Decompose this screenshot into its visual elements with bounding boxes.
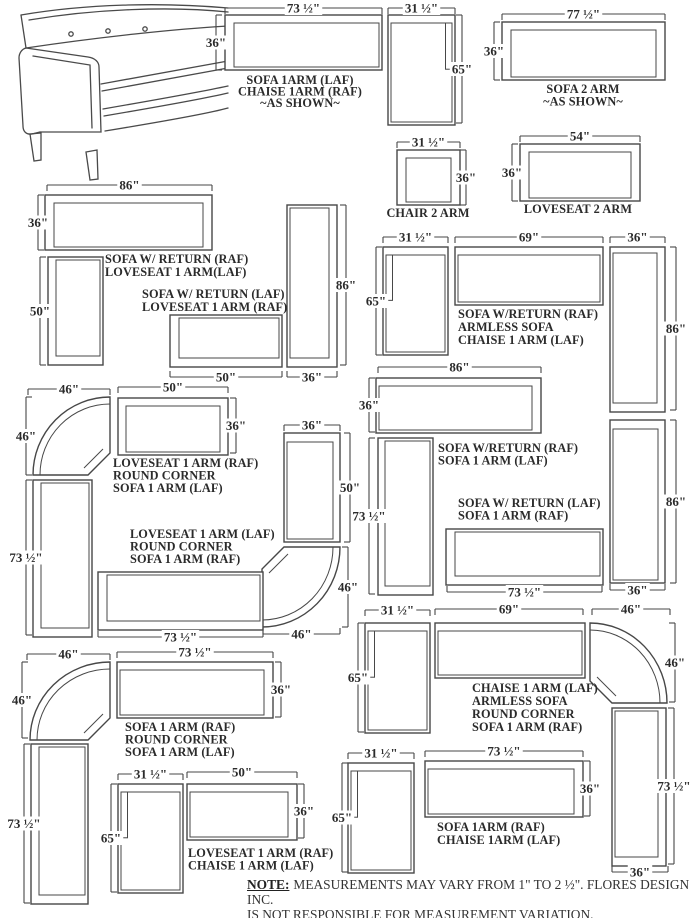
dimension-label: 36" [270, 681, 292, 697]
config-label: ROUND CORNER [113, 468, 216, 483]
dimension [435, 601, 583, 616]
piece-round-corner [590, 623, 667, 703]
config-group-loveseat-2arm [500, 128, 640, 216]
piece-outline [30, 662, 110, 740]
dimension [170, 369, 282, 384]
dimension-label: 77 ½" [566, 6, 601, 22]
piece-chaise-1arm-laf [348, 763, 414, 873]
config-label: SOFA 1 ARM (LAF) [438, 453, 548, 468]
dimension-label: 36" [27, 214, 49, 230]
config-group-chair-2arm [386, 134, 478, 220]
dimension-label: 73 ½" [163, 629, 198, 645]
config-label: SOFA 1ARM (LAF) [246, 73, 354, 87]
config-label: ARMLESS SOFA [472, 694, 568, 708]
config-label: CHAISE 1 ARM (LAF) [472, 681, 598, 695]
dimension-label: 50" [29, 303, 51, 319]
piece-outline [520, 144, 640, 201]
config-label: SOFA 1 ARM (RAF) [125, 720, 236, 734]
piece-loveseat-50-vertical [284, 433, 340, 542]
piece-sofa-73 [98, 572, 263, 630]
dimension-label: 86" [449, 359, 470, 375]
piece-sofa-86-vertical [287, 205, 337, 367]
piece-loveseat-50 [118, 398, 228, 455]
config-label: SOFA W/ RETURN (RAF) [105, 252, 249, 266]
config-label: LOVESEAT 2 ARM [523, 202, 633, 216]
config-label: ~AS SHOWN~ [543, 94, 623, 109]
piece-chaise-1arm-raf [388, 15, 455, 125]
piece-outline [33, 397, 110, 475]
dimension-label: 73 ½" [487, 743, 521, 759]
piece-outline [388, 15, 455, 125]
piece-armless-sofa [455, 247, 603, 305]
dimension-label: 31 ½" [398, 229, 433, 245]
dimension [664, 247, 689, 410]
dimension-label: 46" [11, 692, 33, 708]
dimension-label: 46" [291, 626, 312, 642]
dimension [383, 229, 448, 244]
dimension-label: 69" [498, 601, 520, 617]
dimension-label: 86" [119, 177, 140, 193]
dimension [397, 134, 460, 149]
dimension-label: 36" [579, 780, 601, 796]
note-label: NOTE: [247, 877, 290, 892]
piece-outline [455, 247, 603, 305]
piece-outline [610, 420, 665, 583]
config-label: SOFA 1 ARM (LAF) [113, 481, 223, 495]
dimension [378, 359, 541, 374]
dimension [425, 743, 583, 758]
config-label: SOFA 1 ARM (RAF) [472, 720, 583, 734]
config-label: SOFA 1 ARM (RAF) [130, 552, 241, 566]
piece-outline [446, 529, 603, 585]
dimension-label: 46" [15, 428, 37, 444]
config-label: LOVESEAT 1 ARM(LAF) [105, 265, 247, 279]
config-label: SOFA W/ RETURN (LAF) [458, 496, 601, 510]
config-label: SOFA 1ARM (RAF) [437, 820, 545, 834]
dimension-label: 73 ½" [178, 644, 212, 660]
sofa-illustration [19, 5, 228, 180]
piece-sofa-86-vertical [610, 420, 665, 583]
piece-outline [262, 547, 340, 627]
dimension [502, 6, 665, 21]
piece-sofa-1arm-laf [225, 15, 382, 70]
piece-chaise-1arm-laf [383, 247, 448, 355]
dimension [187, 764, 297, 779]
dimension-label: 36" [205, 34, 227, 50]
config-group-sofa1arm-chaise1arm [330, 743, 603, 873]
dimension-label: 73 ½" [9, 549, 43, 565]
dimension-label: 36" [225, 417, 247, 433]
dimension-label: 50" [215, 369, 237, 385]
config-label: ROUND CORNER [130, 539, 233, 554]
config-label: ROUND CORNER [125, 732, 228, 747]
config-label: SOFA W/RETURN (RAF) [458, 307, 599, 321]
piece-sofa-73 [425, 761, 583, 817]
dimension-label: 46" [664, 654, 686, 670]
dimension-label: 86" [665, 320, 687, 336]
piece-sofa-73 [446, 529, 603, 585]
dimension-label: 65" [331, 809, 353, 825]
dimension-label: 73 ½" [507, 584, 542, 600]
dimension [610, 582, 665, 597]
piece-outline [170, 315, 282, 367]
note-line1: MEASUREMENTS MAY VARY FROM 1" TO 2 ½". FLORES DESIGN INC. [247, 877, 690, 907]
piece-sofa-86 [45, 195, 212, 250]
dimension-label: 65" [451, 61, 473, 77]
piece-outline [118, 398, 228, 455]
config-label: LOVESEAT 1 ARM (RAF) [188, 846, 334, 860]
dimension [28, 381, 110, 396]
dimension [610, 229, 665, 244]
dimension-label: 46" [58, 381, 80, 397]
dimension-label: 65" [365, 293, 387, 309]
dimension [117, 644, 273, 659]
piece-chaise-1arm-laf [118, 784, 183, 893]
dimension-label: 31 ½" [133, 766, 168, 782]
piece-sofa-return-vertical [610, 247, 665, 412]
dimension-label: 65" [100, 830, 122, 846]
config-label: LOVESEAT 1 ARM (RAF) [142, 300, 288, 314]
dimension [592, 601, 670, 616]
dimension-label: 31 ½" [404, 0, 439, 16]
dimension-label: 36" [501, 164, 523, 180]
dimension [118, 766, 183, 781]
dimension-label: 73 ½" [7, 815, 41, 831]
dimension [27, 646, 110, 661]
config-group-sofa-2arm-as-shown [482, 6, 665, 108]
dimension-label: 50" [162, 379, 184, 395]
piece-round-corner [30, 662, 110, 740]
dimension-label: 36" [358, 397, 380, 413]
piece-outline [502, 22, 665, 80]
dimension [284, 417, 340, 432]
config-label: SOFA W/ RETURN (LAF) [142, 287, 285, 301]
dimension [447, 584, 602, 599]
dimension [455, 229, 603, 244]
piece-loveseat-2arm [520, 144, 640, 201]
piece-chaise-1arm-laf [365, 623, 430, 733]
config-label: CHAIR 2 ARM [386, 206, 470, 220]
dimension-label: 50" [231, 764, 253, 780]
dimension-label: 36" [455, 169, 477, 185]
dimension-label: 36" [627, 229, 648, 245]
piece-round-corner [262, 547, 340, 627]
dimension-label: 69" [518, 229, 540, 245]
piece-round-corner [33, 397, 110, 475]
dimension [365, 602, 430, 617]
piece-outline [590, 623, 667, 703]
config-label: SOFA W/RETURN (RAF) [438, 441, 579, 455]
config-label: CHAISE 1 ARM (LAF) [188, 858, 314, 873]
dimension-label: 86" [335, 277, 357, 293]
config-label: CHAISE 1 ARM (LAF) [458, 333, 584, 347]
piece-return-50 [48, 257, 103, 365]
dimension-label: 65" [347, 669, 369, 685]
dimension [338, 433, 363, 542]
config-label: SOFA 1 ARM (RAF) [458, 508, 569, 523]
dimension [263, 626, 340, 641]
dimension-label: 54" [569, 128, 591, 144]
dimension [118, 379, 228, 394]
dimension-label: 46" [620, 601, 642, 617]
config-group-loveseat-round-corner-sofa [7, 379, 362, 644]
config-group-loveseat-chaise [99, 764, 334, 893]
config-label: SOFA 1 ARM (LAF) [125, 745, 235, 759]
piece-sofa-73 [117, 662, 273, 718]
dimension-label: 36" [627, 582, 648, 598]
dimension-label: 36" [483, 43, 505, 59]
dimension-label: 50" [339, 479, 361, 495]
dimension-label: 36" [293, 803, 315, 819]
dimension [664, 420, 689, 583]
piece-loveseat-50 [187, 784, 297, 840]
dimension-label: 36" [301, 417, 323, 433]
dimension-label: 73 ½" [286, 0, 321, 16]
piece-loveseat-50 [170, 315, 282, 367]
config-label: ~AS SHOWN~ [260, 96, 340, 110]
dimension [388, 0, 455, 15]
dimension-label: 86" [665, 493, 687, 509]
dimension [287, 369, 337, 384]
disclaimer-note [247, 877, 700, 918]
dimension-label: 46" [58, 646, 79, 662]
config-label: CHAISE 1ARM (LAF) [437, 833, 561, 847]
config-label: ROUND CORNER [472, 707, 575, 721]
dimension-label: 31 ½" [380, 602, 415, 618]
dimension [47, 177, 212, 192]
dimension [98, 629, 263, 644]
dimension-label: 31 ½" [364, 745, 398, 761]
piece-armless-sofa [435, 623, 585, 678]
config-group-sofa1arm-chaise1arm-as-shown [204, 0, 475, 125]
config-label: SOFA 2 ARM [546, 82, 620, 96]
piece-sofa-86 [376, 378, 541, 433]
dimension [520, 128, 640, 143]
note-line2: IS NOT RESPONSIBLE FOR MEASUREMENT VARIATION. [247, 907, 594, 918]
dimension-label: 73 ½" [352, 508, 386, 524]
dimension-label: 46" [337, 579, 359, 595]
dimension [225, 0, 382, 15]
piece-outline [284, 433, 340, 542]
piece-sofa-2arm [502, 22, 665, 80]
piece-chair-2arm [397, 150, 460, 205]
dimension-label: 36" [301, 369, 323, 385]
config-label: ARMLESS SOFA [458, 320, 554, 334]
dimension-label: 73 ½" [657, 778, 691, 794]
config-label: LOVESEAT 1 ARM (LAF) [130, 527, 275, 541]
dimension-label: 31 ½" [411, 134, 446, 150]
config-label: CHAISE 1ARM (RAF) [238, 84, 362, 99]
config-label: LOVESEAT 1 ARM (RAF) [113, 456, 259, 470]
dimension [348, 745, 414, 760]
dimension-label: 36" [629, 864, 651, 880]
